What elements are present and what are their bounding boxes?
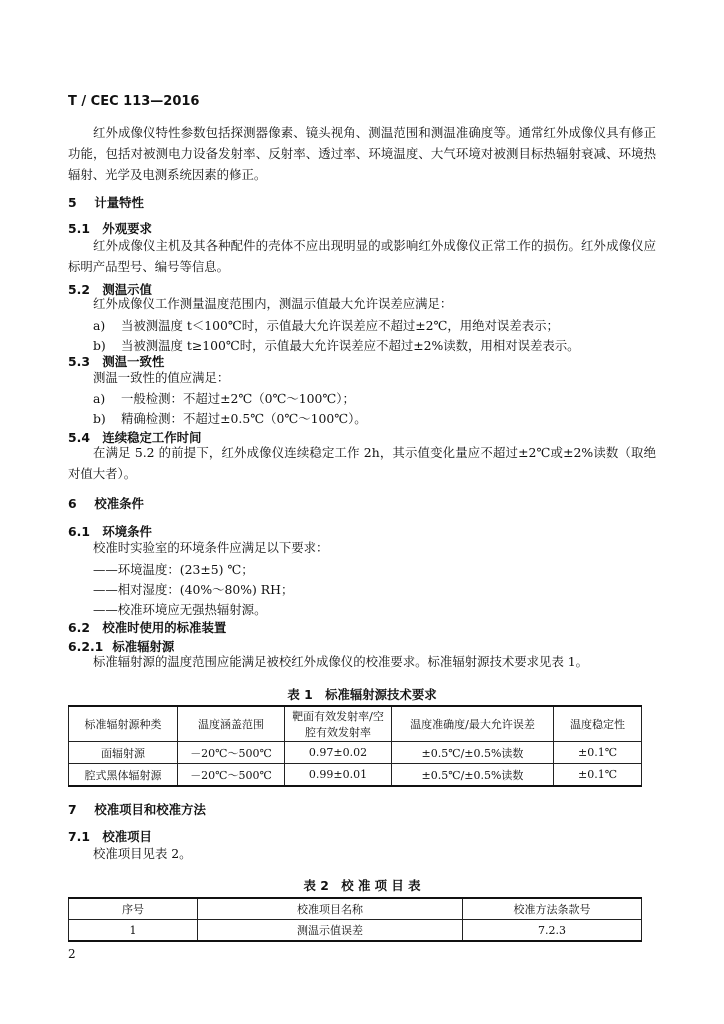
table-cell: 0.99±0.01	[285, 764, 392, 787]
section-6-2-1-text: 标准辐射源的温度范围应能满足被校红外成像仪的校准要求。标准辐射源技术要求见表 1。	[93, 654, 589, 669]
section-title: 外观要求	[102, 221, 152, 236]
section-number: 5.3	[68, 354, 90, 369]
list-item: ——校准环境应无强热辐射源。	[93, 602, 267, 617]
table-cell: ±0.1℃	[554, 764, 642, 787]
section-title: 连续稳定工作时间	[102, 430, 202, 445]
table-cell: ±0.1℃	[554, 742, 642, 764]
table-header-row	[69, 898, 642, 920]
list-text: 一般检测：不超过±2℃（0℃～100℃）；	[121, 391, 355, 406]
table-cell: 腔式黑体辐射源	[69, 764, 178, 787]
section-title: 标准辐射源	[112, 639, 175, 654]
table-cell: －20℃～500℃	[178, 764, 285, 787]
table-2	[68, 897, 642, 942]
section-title: 测温示值	[102, 282, 152, 297]
list-marker: a)	[93, 391, 106, 406]
list-marker: a)	[93, 318, 106, 333]
list-item	[93, 409, 367, 427]
list-item	[93, 316, 559, 334]
list-text: 当被测温度 t＜100℃时，示值最大允许误差应不超过±2℃，用绝对误差表示；	[121, 318, 559, 333]
table-cell: 测温示值误差	[198, 920, 463, 942]
section-title: 校准条件	[94, 496, 144, 511]
table-header-cell: 校准方法条款号	[463, 898, 642, 920]
section-7-1-text: 校准项目见表 2。	[93, 846, 192, 861]
table-header-cell: 温度稳定性	[554, 706, 642, 742]
section-5-2-text: 红外成像仪工作测量温度范围内，测温示值最大允许误差应满足：	[93, 296, 453, 311]
list-item	[93, 336, 580, 354]
list-item	[93, 389, 355, 407]
list-item: ——相对湿度：(40%～80%) RH；	[93, 582, 294, 597]
standard-code-header: T / CEC 113—2016	[68, 94, 200, 109]
section-title: 校准项目	[102, 829, 152, 844]
table-2-caption: 表 2 校 准 项 目 表	[303, 878, 421, 893]
section-title: 校准时使用的标准装置	[102, 620, 227, 635]
table-1	[68, 705, 642, 787]
table-header-cell: 序号	[69, 898, 198, 920]
section-5-1-text: 红外成像仪主机及其各种配件的壳体不应出现明显的或影响红外成像仪正常工作的损伤。红外成像仪应标明产品型号、编号等信息。	[68, 238, 656, 274]
page-number: 2	[68, 947, 76, 961]
section-number: 6.2.1	[68, 639, 104, 654]
table-cell: 0.97±0.02	[285, 742, 392, 764]
section-number: 6.1	[68, 524, 90, 539]
section-title: 计量特性	[94, 195, 144, 210]
table-row	[69, 764, 642, 787]
table-header-cell: 校准项目名称	[198, 898, 463, 920]
list-marker: b)	[93, 411, 106, 426]
section-number: 7	[68, 802, 77, 817]
section-5-4-text: 在满足 5.2 的前提下，红外成像仪连续稳定工作 2h，其示值变化量应不超过±2℃或±2%读数（取绝对值大者）。	[68, 445, 656, 481]
section-5-3-text: 测温一致性的值应满足：	[93, 370, 230, 385]
list-marker: b)	[93, 338, 106, 353]
section-6-1-text: 校准时实验室的环境条件应满足以下要求：	[93, 540, 329, 555]
section-number: 6	[68, 496, 77, 511]
section-number: 5	[68, 195, 77, 210]
list-text: 当被测温度 t≥100℃时，示值最大允许误差应不超过±2%读数，用相对误差表示。	[121, 338, 580, 353]
table-header-cell: 温度准确度/最大允许误差	[392, 706, 554, 742]
table-cell: －20℃～500℃	[178, 742, 285, 764]
section-number: 5.2	[68, 282, 90, 297]
table-cell: 面辐射源	[69, 742, 178, 764]
table-row	[69, 920, 642, 942]
table-cell: ±0.5℃/±0.5%读数	[392, 742, 554, 764]
section-7-heading	[68, 800, 206, 818]
table-header-cell: 标准辐射源种类	[69, 706, 178, 742]
table-header-cell: 靶面有效发射率/空腔有效发射率	[285, 706, 392, 742]
section-title: 校准项目和校准方法	[94, 802, 206, 817]
section-number: 5.1	[68, 221, 90, 236]
table-header-cell: 温度涵盖范围	[178, 706, 285, 742]
section-5-heading	[68, 193, 144, 211]
table-row	[69, 742, 642, 764]
table-cell: 7.2.3	[463, 920, 642, 942]
intro-paragraph: 红外成像仪特性参数包括探测器像素、镜头视角、测温范围和测温准确度等。通常红外成像仪具有修正功能，包括对被测电力设备发射率、反射率、透过率、环境温度、大气环境对被测目标热辐射衰减、环境热辐射、光学及电测系统因素的修正。	[68, 125, 656, 182]
list-item: ——环境温度：(23±5) ℃；	[93, 562, 254, 577]
section-title: 测温一致性	[102, 354, 165, 369]
table-header-row	[69, 706, 642, 742]
section-number: 7.1	[68, 829, 90, 844]
section-title: 环境条件	[102, 524, 152, 539]
section-6-2-heading	[68, 618, 226, 636]
table-cell: 1	[69, 920, 198, 942]
section-number: 5.4	[68, 430, 90, 445]
section-number: 6.2	[68, 620, 90, 635]
table-1-caption: 表 1 标准辐射源技术要求	[287, 687, 437, 702]
list-text: 精确检测：不超过±0.5℃（0℃～100℃）。	[121, 411, 367, 426]
table-cell: ±0.5℃/±0.5%读数	[392, 764, 554, 787]
section-6-heading	[68, 494, 144, 512]
